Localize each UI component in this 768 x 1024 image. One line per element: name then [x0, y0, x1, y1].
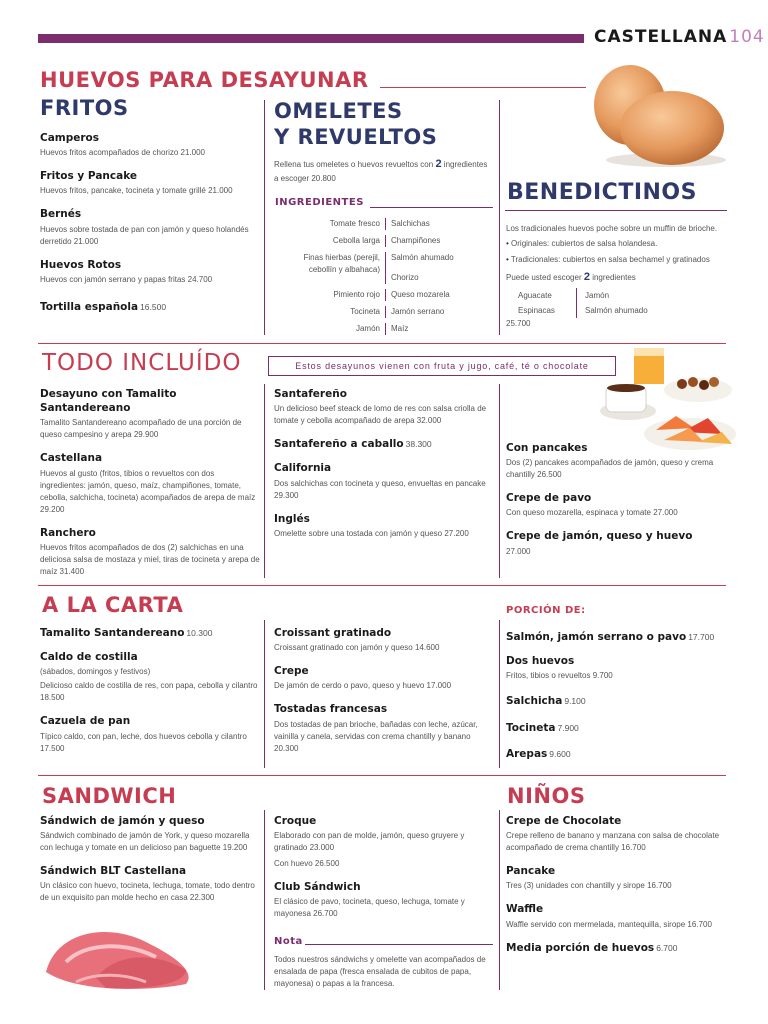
item-desc: Con queso mozarella, espinaca y tomate 27.000	[506, 508, 678, 518]
menu-item	[506, 441, 728, 481]
item-desc: Waffle servido con mermelada, mantequilla, sirope 16.700	[506, 919, 712, 929]
sandwich-col-1	[40, 814, 262, 914]
item-desc: Dos salchichas con tocineta y queso, envueltas en pancake 29.300	[274, 478, 486, 500]
item-price: 9.100	[564, 696, 586, 707]
menu-item	[40, 526, 262, 578]
column-divider	[264, 384, 265, 578]
menu-item	[506, 529, 728, 557]
ingredient-right: Champiñones	[391, 236, 441, 245]
omeletes-desc-num: 2	[435, 158, 442, 170]
menu-item	[274, 626, 492, 654]
sandwich-title: SANDWICH	[42, 784, 177, 808]
menu-item	[40, 714, 262, 754]
omeletes-title-line2: Y REVUELTOS	[274, 125, 438, 150]
item-desc: Un delicioso beef steack de lomo de res con salsa criolla de tomate y cebolla acompañado de arepa 32.000	[274, 404, 487, 426]
ingredient-left: Jamón	[274, 323, 386, 335]
column-divider	[264, 810, 265, 990]
item-desc: Huevos fritos acompañados de dos (2) salchichas en una deliciosa salsa de mostaza y miel, tiras de tocineta y arepa de maíz 31.400	[40, 542, 260, 576]
ingredient-row	[274, 323, 474, 335]
item-name: Crepe de Chocolate	[506, 815, 622, 827]
item-desc: Típico caldo, con pan, leche, dos huevos cebolla y cilantro 17.500	[40, 731, 247, 753]
todo-title: TODO INCLUÍDO	[42, 350, 242, 376]
menu-item	[506, 941, 728, 955]
column-divider	[264, 620, 265, 768]
ingredient-right: Queso mozarela	[391, 290, 450, 299]
item-desc: Huevos al gusto (fritos, tibios o revueltos con dos ingredientes: jamón, queso, maíz, champiñones, tomate, cebolla, salchicha, tocineta) acompañados de arepa de maíz 29.200	[40, 468, 256, 514]
sandwich-col-2	[274, 814, 496, 930]
nota-title: Nota	[274, 936, 303, 947]
item-name-text: Media porción de huevos	[506, 941, 655, 954]
item-desc: El clásico de pavo, tocineta, queso, lechuga, tomate y mayonesa 26.700	[274, 897, 465, 919]
ingredient-left: Pimiento rojo	[274, 289, 386, 301]
item-name-text: Tortilla española	[40, 300, 139, 313]
menu-item	[506, 654, 728, 682]
option-row	[506, 288, 734, 303]
ninos-list	[506, 814, 728, 965]
menu-item	[274, 702, 492, 754]
benedictinos-price: 25.700	[506, 319, 531, 329]
item-price: 16.500	[140, 301, 167, 312]
column-divider	[499, 384, 500, 578]
todo-col-1	[40, 387, 262, 588]
item-desc: (sábados, domingos y festivos)	[40, 667, 151, 677]
menu-item	[506, 721, 728, 735]
ninos-title: NIÑOS	[507, 784, 586, 808]
carta-title: A LA CARTA	[42, 593, 184, 617]
choose-num: 2	[583, 270, 590, 283]
item-desc: De jamón de cerdo o pavo, queso y huevo 17.000	[274, 681, 452, 691]
item-name-text: Arepas	[506, 747, 548, 760]
menu-item	[506, 694, 728, 708]
item-price: 10.300	[186, 628, 213, 638]
item-desc: Con huevo 26.500	[274, 859, 340, 869]
item-desc: Huevos fritos, pancake, tocineta y tomate grillé 21.000	[40, 186, 233, 196]
menu-item	[40, 300, 258, 314]
brand-name: CASTELLANA	[594, 27, 728, 47]
item-price: 17.700	[688, 632, 715, 642]
omeletes-desc-a: Rellena tus omeletes o huevos revueltos con	[274, 160, 436, 169]
item-name: Sándwich de jamón y queso	[40, 815, 205, 827]
menu-item	[274, 880, 496, 920]
menu-item	[40, 169, 258, 197]
item-price: 9.600	[549, 748, 571, 759]
option-right: Jamón	[585, 291, 610, 301]
item-desc: Huevos con jamón serrano y papas fritas 24.700	[40, 274, 213, 284]
item-desc: Crepe relleno de banano y manzana con salsa de chocolate acompañado de crema chantilly 16.700	[506, 831, 720, 853]
item-name: Crepe de jamón, queso y huevo	[506, 530, 693, 543]
ingredient-left: Tocineta	[274, 306, 386, 318]
benedictinos-rule	[505, 210, 727, 211]
column-divider	[499, 620, 500, 768]
huevos-title-rule	[380, 87, 586, 88]
item-name: Crepe de pavo	[506, 492, 592, 505]
nota-text: Todos nuestros sándwichs y omelette van acompañados de ensalada de papa (fresca ensalada de cubitos de papa, mayonesa) o papas a la francesa.	[274, 955, 486, 988]
item-name: Croque	[274, 815, 317, 827]
ingredient-left: Tomate fresco	[274, 218, 386, 230]
ingredient-left	[274, 272, 386, 284]
item-name-text: Salchicha	[506, 695, 563, 708]
ingredients-rule	[370, 207, 493, 208]
fritos-list	[40, 131, 258, 324]
todo-col-2	[274, 387, 492, 550]
choose-text-b: ingredientes	[589, 272, 636, 282]
ingredient-right: Jamón serrano	[391, 307, 445, 316]
item-desc: Elaborado con pan de molde, jamón, queso gruyere y gratinado 23.000	[274, 831, 465, 853]
item-name: Pancake	[506, 865, 556, 878]
page-number: 104	[729, 27, 765, 47]
carta-col-3	[506, 630, 728, 771]
column-divider	[499, 810, 500, 990]
omeletes-desc	[274, 156, 494, 185]
porcion-title: PORCIÓN DE:	[506, 605, 586, 616]
item-price: 6.700	[656, 942, 678, 953]
section-divider	[38, 343, 726, 344]
section-divider	[38, 585, 726, 586]
item-desc: Delicioso caldo de costilla de res, con papa, cebolla y cilantro 18.500	[40, 681, 258, 703]
item-name: Ranchero	[40, 526, 96, 539]
menu-item	[274, 664, 492, 692]
item-name: Bernés	[40, 208, 82, 221]
item-desc: 27.000	[506, 546, 531, 556]
item-name: Tostadas francesas	[274, 703, 388, 716]
item-name-text: Salmón, jamón serrano o pavo	[506, 631, 687, 643]
item-name: Huevos Rotos	[40, 258, 122, 271]
menu-item	[506, 747, 728, 761]
column-divider	[264, 100, 265, 335]
benedictinos-bullet: • Tradicionales: cubiertos en salsa bechamel y gratinados	[506, 254, 734, 267]
menu-item	[506, 630, 728, 644]
item-desc: Omelette sobre una tostada con jamón y queso 27.200	[274, 528, 469, 538]
omeletes-desc-b: ingredientes a escoger 20.800	[274, 160, 488, 183]
item-name: Cazuela de pan	[40, 715, 131, 728]
item-name: Santafereño	[274, 388, 347, 400]
nota-rule	[305, 944, 493, 945]
ingredient-row	[274, 306, 474, 318]
item-name: Camperos	[40, 132, 100, 144]
option-left: Aguacate	[506, 288, 577, 303]
ham-photo	[36, 912, 204, 992]
menu-item	[40, 626, 262, 640]
item-desc: Sándwich combinado de jamón de York, y queso mozarella con lechuga y tomate en un delicioso pan baguette 19.200	[40, 831, 250, 853]
item-desc: Croissant gratinado con jamón y queso 14.600	[274, 643, 440, 653]
breakfast-photo	[598, 346, 738, 456]
fritos-title: FRITOS	[40, 96, 129, 120]
todo-banner: Estos desayunos vienen con fruta y jugo, café, té o chocolate	[268, 356, 616, 376]
ingredients-title: INGREDIENTES	[275, 197, 364, 208]
menu-item	[506, 864, 728, 892]
item-name	[506, 630, 728, 644]
ingredient-left: Finas hierbas (perejil, cebollín y albahaca)	[274, 252, 386, 276]
item-name	[40, 300, 258, 314]
omeletes-title	[274, 98, 437, 151]
item-name: Sándwich BLT Castellana	[40, 865, 187, 878]
item-desc: Fritos, tibios o revueltos 9.700	[506, 671, 613, 681]
omeletes-title-line1: OMELETES	[274, 99, 403, 123]
ingredient-row	[274, 235, 474, 247]
ingredients-table	[274, 218, 474, 335]
item-name	[506, 721, 728, 735]
menu-item	[40, 814, 262, 854]
option-row	[506, 303, 734, 318]
ingredient-right: Salchichas	[391, 219, 430, 228]
choose-text-a: Puede usted escoger	[506, 272, 584, 282]
item-name-text: Tocineta	[506, 721, 556, 734]
item-name: Con pancakes	[506, 442, 588, 454]
menu-item	[506, 902, 728, 930]
benedictinos-bullet: • Originales: cubiertos de salsa holandesa.	[506, 238, 734, 251]
menu-item	[274, 387, 492, 427]
item-desc: Tres (3) unidades con chantilly y sirope 16.700	[506, 881, 672, 891]
item-name	[506, 694, 728, 708]
item-desc: Dos tostadas de pan brioche, bañadas con leche, azúcar, vainilla y canela, servidas con crema chantilly y banano 20.300	[274, 719, 478, 753]
item-desc: Huevos fritos acompañados de chorizo 21.000	[40, 148, 205, 158]
menu-item	[274, 437, 492, 451]
menu-item	[40, 864, 262, 904]
menu-item	[40, 387, 262, 441]
item-desc: Un clásico con huevo, tocineta, lechuga, tomate, todo dentro de un exquisito pan molde hecho en casa 22.300	[40, 881, 255, 903]
item-name	[40, 626, 262, 640]
ingredient-row	[274, 289, 474, 301]
item-price: 38.300	[405, 439, 432, 450]
menu-item	[40, 451, 262, 515]
item-name: Desayuno con Tamalito Santandereano	[40, 388, 177, 415]
item-name: Inglés	[274, 512, 310, 525]
benedictinos-body	[506, 221, 734, 330]
benedictinos-intro: Los tradicionales huevos poche sobre un muffin de brioche.	[506, 224, 718, 233]
section-divider	[38, 775, 726, 776]
item-price: 7.900	[557, 722, 579, 733]
option-right: Salmón ahumado	[585, 306, 648, 316]
item-name	[506, 941, 728, 955]
item-name: California	[274, 462, 332, 475]
item-name: Dos huevos	[506, 655, 575, 668]
menu-item	[274, 461, 492, 501]
eggs-photo	[590, 60, 734, 170]
item-desc: Dos (2) pancakes acompañados de jamón, queso y crema chantilly 26.500	[506, 458, 714, 480]
item-name: Castellana	[40, 452, 103, 465]
item-name-text: Tamalito Santandereano	[40, 627, 185, 639]
menu-item	[274, 512, 492, 540]
top-bar	[38, 34, 584, 43]
menu-item	[506, 491, 728, 519]
item-name: Waffle	[506, 903, 544, 916]
item-desc: Tamalito Santandereano acompañado de una porción de queso campesino y arepa 29.900	[40, 418, 242, 440]
menu-item	[40, 131, 258, 159]
benedictinos-choose	[506, 269, 734, 286]
menu-item	[506, 814, 728, 854]
huevos-title: HUEVOS PARA DESAYUNAR	[40, 68, 369, 92]
item-name: Croissant gratinado	[274, 627, 392, 639]
item-name: Crepe	[274, 665, 309, 678]
carta-col-1	[40, 626, 262, 765]
benedictinos-title: BENEDICTINOS	[507, 180, 697, 205]
todo-col-3	[506, 441, 728, 568]
ingredient-right: Chorizo	[391, 273, 419, 282]
item-desc: Huevos sobre tostada de pan con jamón y queso holandés derretido 21.000	[40, 224, 249, 246]
item-name	[506, 747, 728, 761]
menu-item	[40, 207, 258, 247]
ingredient-right: Maíz	[391, 324, 409, 333]
ingredient-left: Cebolla larga	[274, 235, 386, 247]
column-divider	[499, 100, 500, 335]
menu-item	[40, 650, 262, 704]
brand-header	[594, 27, 765, 47]
item-name-text: Santafereño a caballo	[274, 438, 404, 451]
ingredient-row	[274, 218, 474, 230]
item-name: Caldo de costilla	[40, 651, 138, 664]
carta-col-2	[274, 626, 492, 765]
menu-item	[274, 814, 496, 870]
option-left: Espinacas	[506, 303, 577, 318]
item-name	[274, 437, 492, 451]
menu-item	[40, 258, 258, 286]
ingredient-right: Salmón ahumado	[391, 253, 454, 262]
item-name: Fritos y Pancake	[40, 170, 138, 183]
item-name: Club Sándwich	[274, 881, 361, 894]
